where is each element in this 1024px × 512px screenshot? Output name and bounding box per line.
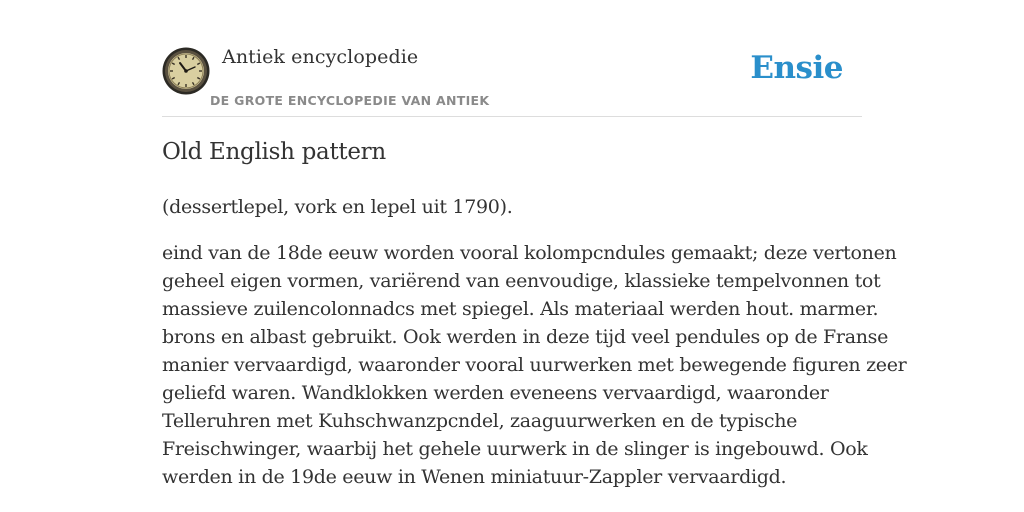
article-body-line: Freischwinger, waarbij het gehele uurwerk in de slinger is ingebouwd. Ook [162,438,868,460]
article-body-line: Telleruhren met Kuhschwanzpcndel, zaaguurwerken en de typische [162,410,798,432]
article-body-line: brons en albast gebruikt. Ook werden in deze tijd veel pendules op de Franse [162,326,889,348]
article-body [162,239,907,491]
article-body-line: massieve zuilencolonnadcs met spiegel. Als materiaal werden hout. marmer. [162,298,879,320]
article-body-line: geheel eigen vormen, variërend van eenvoudige, klassieke tempelvonnen tot [162,270,881,292]
article-body-line: manier vervaardigd, waaronder vooral uurwerken met bewegende figuren zeer [162,354,907,376]
antique-clock-icon[interactable] [162,47,210,95]
article-body-line: werden in de 19de eeuw in Wenen miniatuur-Zappler vervaardigd. [162,466,787,488]
article-title: Old English pattern [162,139,386,165]
site-tagline: DE GROTE ENCYCLOPEDIE VAN ANTIEK [210,93,490,108]
article-subtitle: (dessertlepel, vork en lepel uit 1790). [162,196,513,218]
site-name[interactable]: Antiek encyclopedie [222,46,419,68]
article-body-line: eind van de 18de eeuw worden vooral kolompcndules gemaakt; deze vertonen [162,242,897,264]
ensie-brand-link[interactable]: Ensie [750,50,843,86]
article-body-line: geliefd waren. Wandklokken werden eveneens vervaardigd, waaronder [162,382,829,404]
site-header [162,40,862,117]
